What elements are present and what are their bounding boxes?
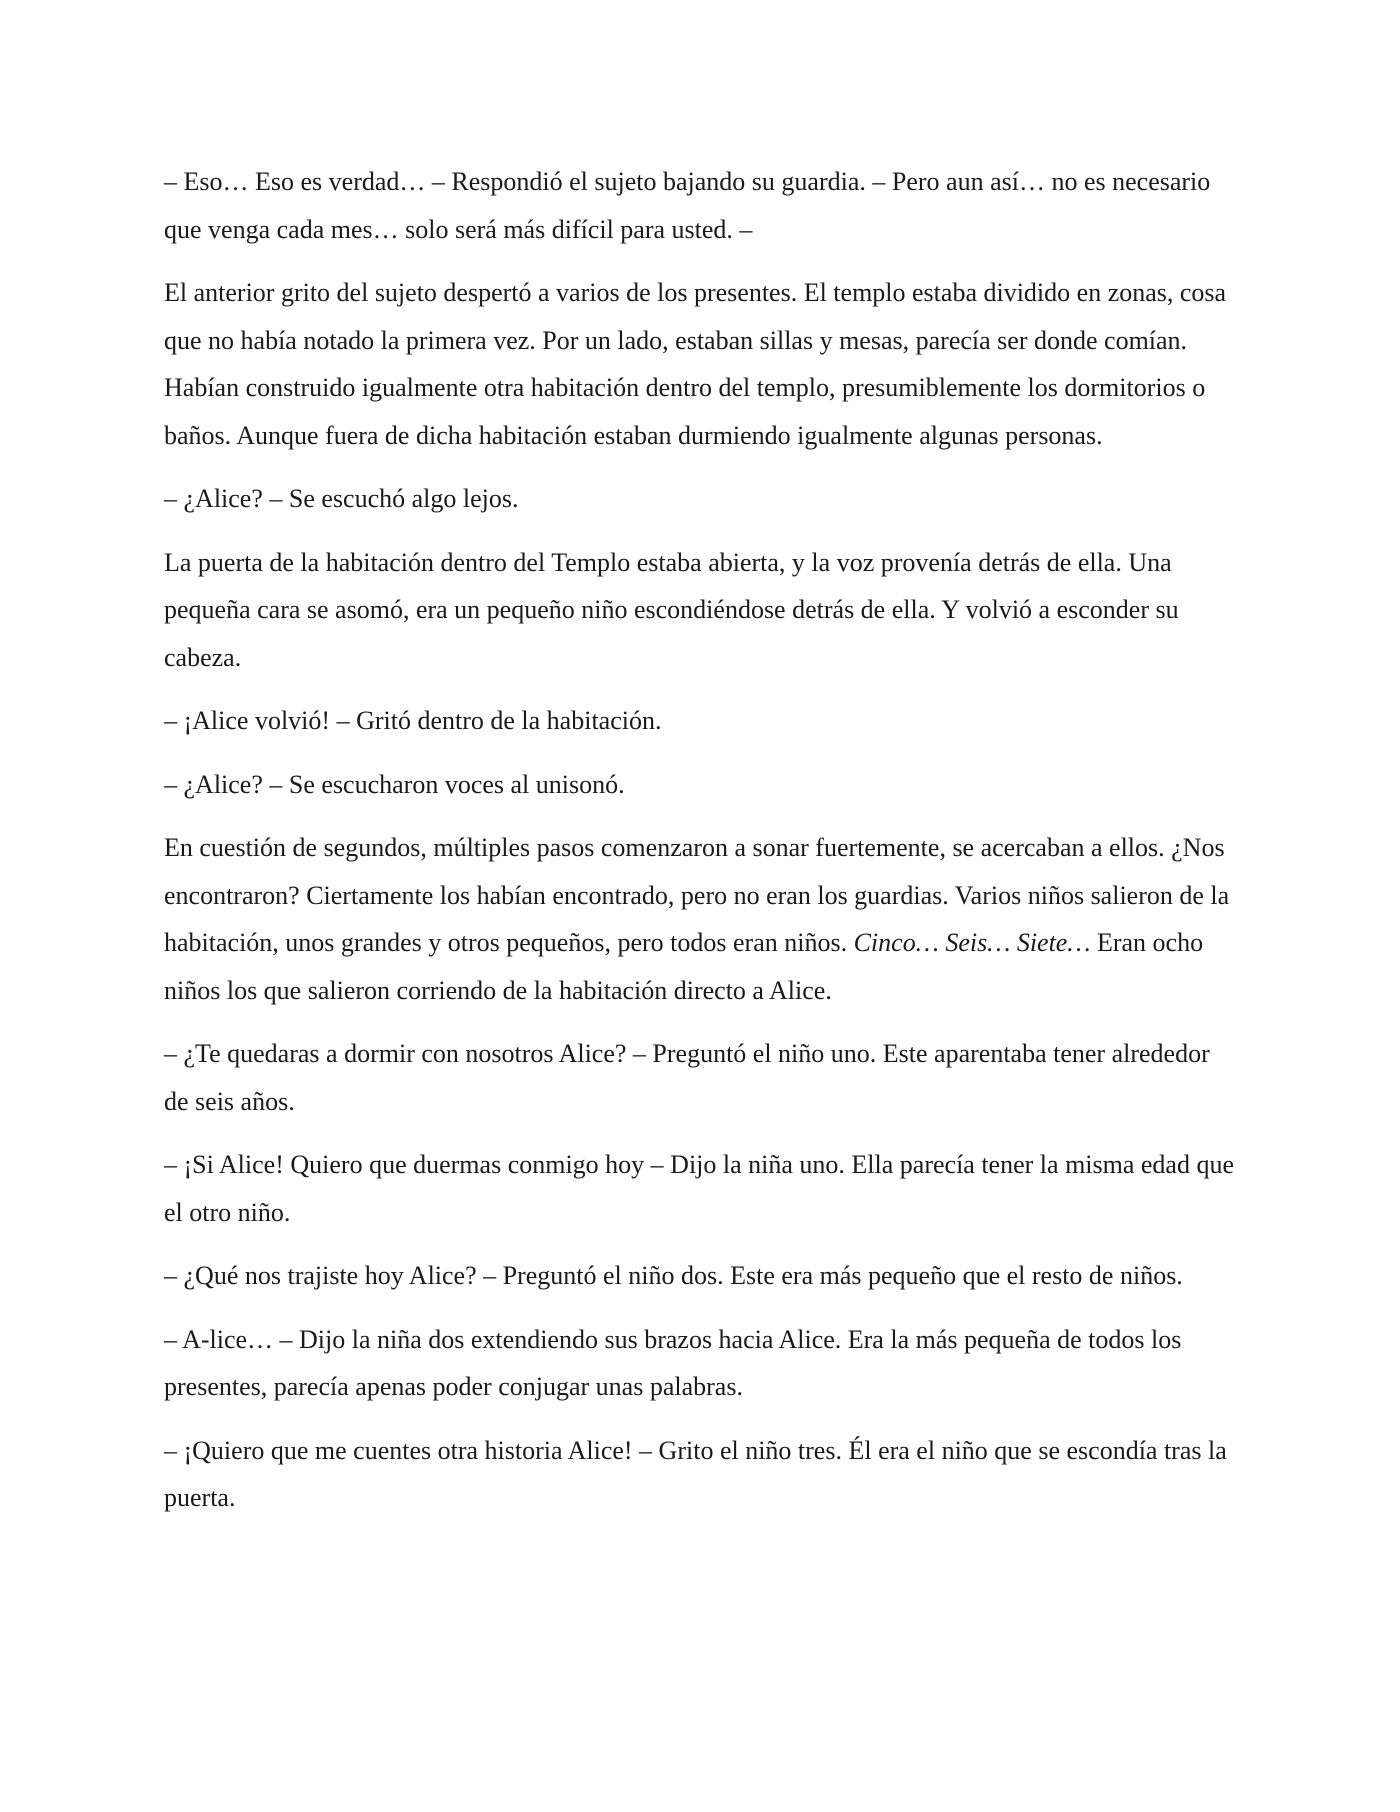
paragraph-text: – Eso… Eso es verdad… – Respondió el sujeto bajando su guardia. – Pero aun así… no es necesario que venga cada mes… solo será más difícil para usted. – xyxy=(164,167,1211,244)
paragraph-text: – ¡Quiero que me cuentes otra historia Alice! – Grito el niño tres. Él era el niño que se escondía tras la puerta. xyxy=(164,1435,1227,1512)
paragraph-text: Eran ocho niños los que salieron corriendo de la habitación directo a Alice. xyxy=(164,928,1204,1005)
paragraph-text: – A-lice… – Dijo la niña dos extendiendo sus brazos hacia Alice. Era la más pequeña de todos los presentes, parecía apenas poder conjugar unas palabras. xyxy=(164,1324,1182,1401)
paragraph-text: En cuestión de segundos, múltiples pasos comenzaron a sonar fuertemente, se acercaban a ellos. ¿Nos encontraron? Ciertamente los habían encontrado, pero no eran los guardias. Varios niños salieron de la habitación, unos grandes y otros pequeños, pero todos eran niños. xyxy=(164,833,1230,957)
paragraph-1 xyxy=(164,158,1239,253)
paragraph-text: – ¡Si Alice! Quiero que duermas conmigo hoy – Dijo la niña uno. Ella parecía tener la misma edad que el otro niño. xyxy=(164,1150,1235,1227)
paragraph-text: El anterior grito del sujeto despertó a varios de los presentes. El templo estaba dividido en zonas, cosa que no había notado la primera vez. Por un lado, estaban sillas y mesas, parecía ser donde comían. Habían construido igualmente otra habitación dentro del templo, presumiblemente los dormitorios o baños. Aunque fuera de dicha habitación estaban durmiendo igualmente algunas personas. xyxy=(164,278,1227,450)
paragraph-4 xyxy=(164,539,1239,682)
paragraph-text: – ¿Qué nos trajiste hoy Alice? – Preguntó el niño dos. Este era más pequeño que el resto de niños. xyxy=(164,1261,1183,1290)
paragraph-11 xyxy=(164,1316,1239,1411)
paragraph-2 xyxy=(164,269,1239,459)
paragraph-text: – ¡Alice volvió! – Gritó dentro de la habitación. xyxy=(164,706,662,735)
paragraph-5 xyxy=(164,697,1239,745)
paragraph-10 xyxy=(164,1252,1239,1300)
paragraph-7 xyxy=(164,824,1239,1014)
paragraph-text: La puerta de la habitación dentro del Templo estaba abierta, y la voz provenía detrás de ella. Una pequeña cara se asomó, era un pequeño niño escondiéndose detrás de ella. Y volvió a esconder su cabeza. xyxy=(164,547,1179,672)
paragraph-6 xyxy=(164,761,1239,809)
paragraph-italic-text: Cinco… Seis… Siete… xyxy=(853,928,1091,957)
paragraph-text: – ¿Alice? – Se escucharon voces al unisonó. xyxy=(164,769,625,799)
paragraph-text: – ¿Te quedaras a dormir con nosotros Alice? – Preguntó el niño uno. Este aparentaba tener alrededor de seis años. xyxy=(164,1039,1210,1116)
document-page xyxy=(164,158,1239,1538)
paragraph-9 xyxy=(164,1141,1239,1236)
paragraph-3 xyxy=(164,475,1239,523)
paragraph-12 xyxy=(164,1427,1239,1522)
paragraph-8 xyxy=(164,1030,1239,1125)
paragraph-text: – ¿Alice? – Se escuchó algo lejos. xyxy=(164,484,519,513)
